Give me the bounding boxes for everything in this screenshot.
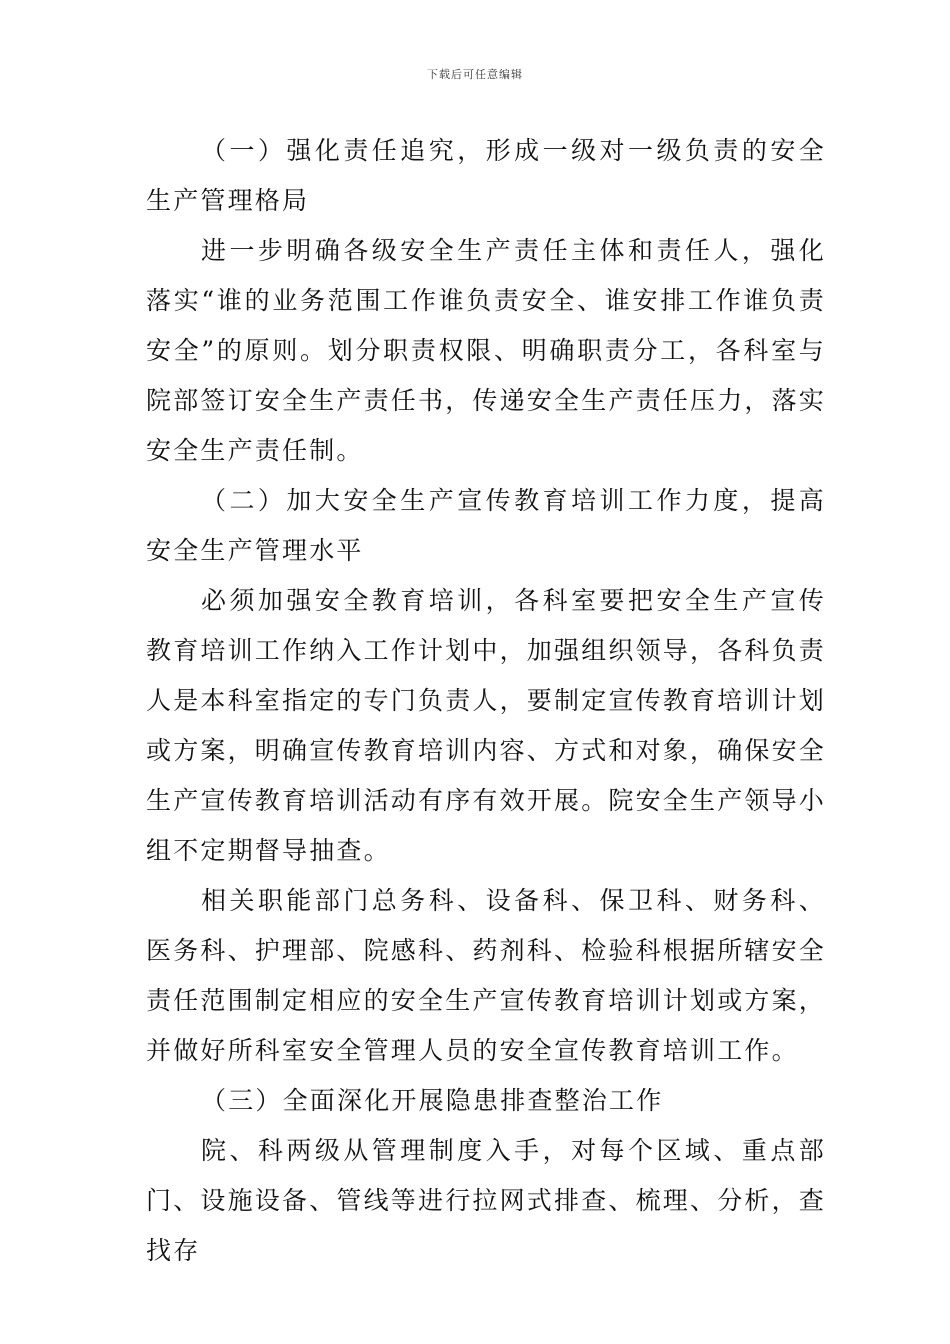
paragraph-hazard-check: 院、科两级从管理制度入手，对每个区域、重点部门、设施设备、管线等进行拉网式排查、梳理、分析，查找存 bbox=[146, 1136, 827, 1265]
header-note: 下载后可任意编辑 bbox=[427, 68, 523, 81]
paragraph-departments: 相关职能部门总务科、设备科、保卫科、财务科、医务科、护理部、院感科、药剂科、检验科根据所辖安全责任范围制定相应的安全生产宣传教育培训计划或方案，并做好所科室安全管理人员的安全宣传教育培训工作。 bbox=[146, 886, 827, 1065]
section-heading-3: （三）全面深化开展隐患排查整治工作 bbox=[201, 1086, 664, 1115]
section-heading-2: （二）加大安全生产宣传教育培训工作力度，提高安全生产管理水平 bbox=[146, 486, 826, 565]
paragraph-responsibility: 进一步明确各级安全生产责任主体和责任人，强化落实“谁的业务范围工作谁负责安全、谁安排工作谁负责安全”的原则。划分职责权限、明确职责分工，各科室与院部签订安全生产责任书，传递安全生产责任压力，落实安全生产责任制。 bbox=[146, 236, 827, 465]
section-heading-1: （一）强化责任追究，形成一级对一级负责的安全生产管理格局 bbox=[146, 136, 826, 215]
document-body bbox=[146, 126, 826, 1276]
paragraph-training: 必须加强安全教育培训，各科室要把安全生产宣传教育培训工作纳入工作计划中，加强组织领导，各科负责人是本科室指定的专门负责人，要制定宣传教育培训计划或方案，明确宣传教育培训内容、方式和对象，确保安全生产宣传教育培训活动有序有效开展。院安全生产领导小组不定期督导抽查。 bbox=[146, 586, 827, 865]
